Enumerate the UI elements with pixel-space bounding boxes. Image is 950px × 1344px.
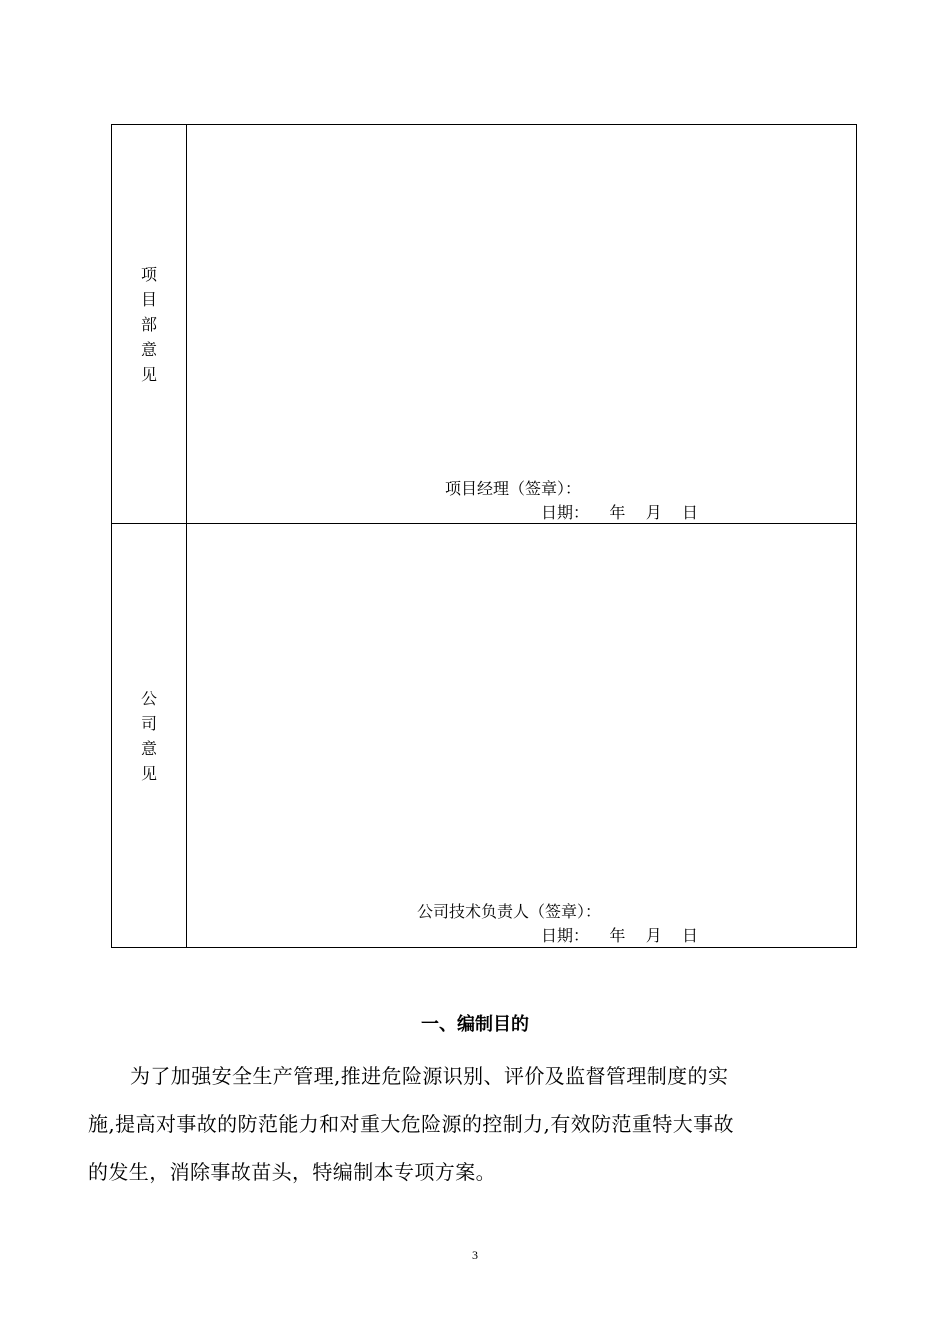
- project-opinion-row: [112, 125, 857, 524]
- project-opinion-label-cell: [112, 125, 187, 524]
- approval-table: [111, 124, 857, 948]
- company-date-label: 日期： 年 月 日: [541, 926, 699, 945]
- label-char: 见: [140, 364, 157, 384]
- company-tech-lead-signature-label: 公司技术负责人（签章）：: [417, 902, 602, 921]
- section-title: 一、编制目的: [421, 1014, 529, 1035]
- label-char: 项: [140, 264, 157, 284]
- page-number: 3: [472, 1248, 478, 1262]
- label-char: 见: [140, 763, 157, 783]
- paragraph-line: 的发生，消除事故苗头，特编制本专项方案。: [88, 1160, 496, 1184]
- label-char: 司: [140, 713, 157, 733]
- company-opinion-content-cell[interactable]: [187, 524, 857, 948]
- company-opinion-label-cell: [112, 524, 187, 948]
- label-char: 公: [140, 688, 157, 708]
- company-opinion-label: [112, 686, 186, 786]
- project-date-label: 日期： 年 月 日: [541, 503, 699, 522]
- paragraph-line: 施,提高对事故的防范能力和对重大危险源的控制力,有效防范重特大事故: [88, 1112, 734, 1136]
- paragraph-line: 为了加强安全生产管理,推进危险源识别、评价及监督管理制度的实: [130, 1064, 729, 1088]
- company-opinion-row: [112, 524, 857, 948]
- project-opinion-label: [112, 262, 186, 387]
- label-char: 部: [140, 314, 157, 334]
- label-char: 意: [140, 339, 157, 359]
- project-manager-signature-label: 项目经理（签章）：: [445, 479, 582, 498]
- project-opinion-content-cell[interactable]: [187, 125, 857, 524]
- label-char: 目: [140, 289, 157, 309]
- label-char: 意: [140, 738, 157, 758]
